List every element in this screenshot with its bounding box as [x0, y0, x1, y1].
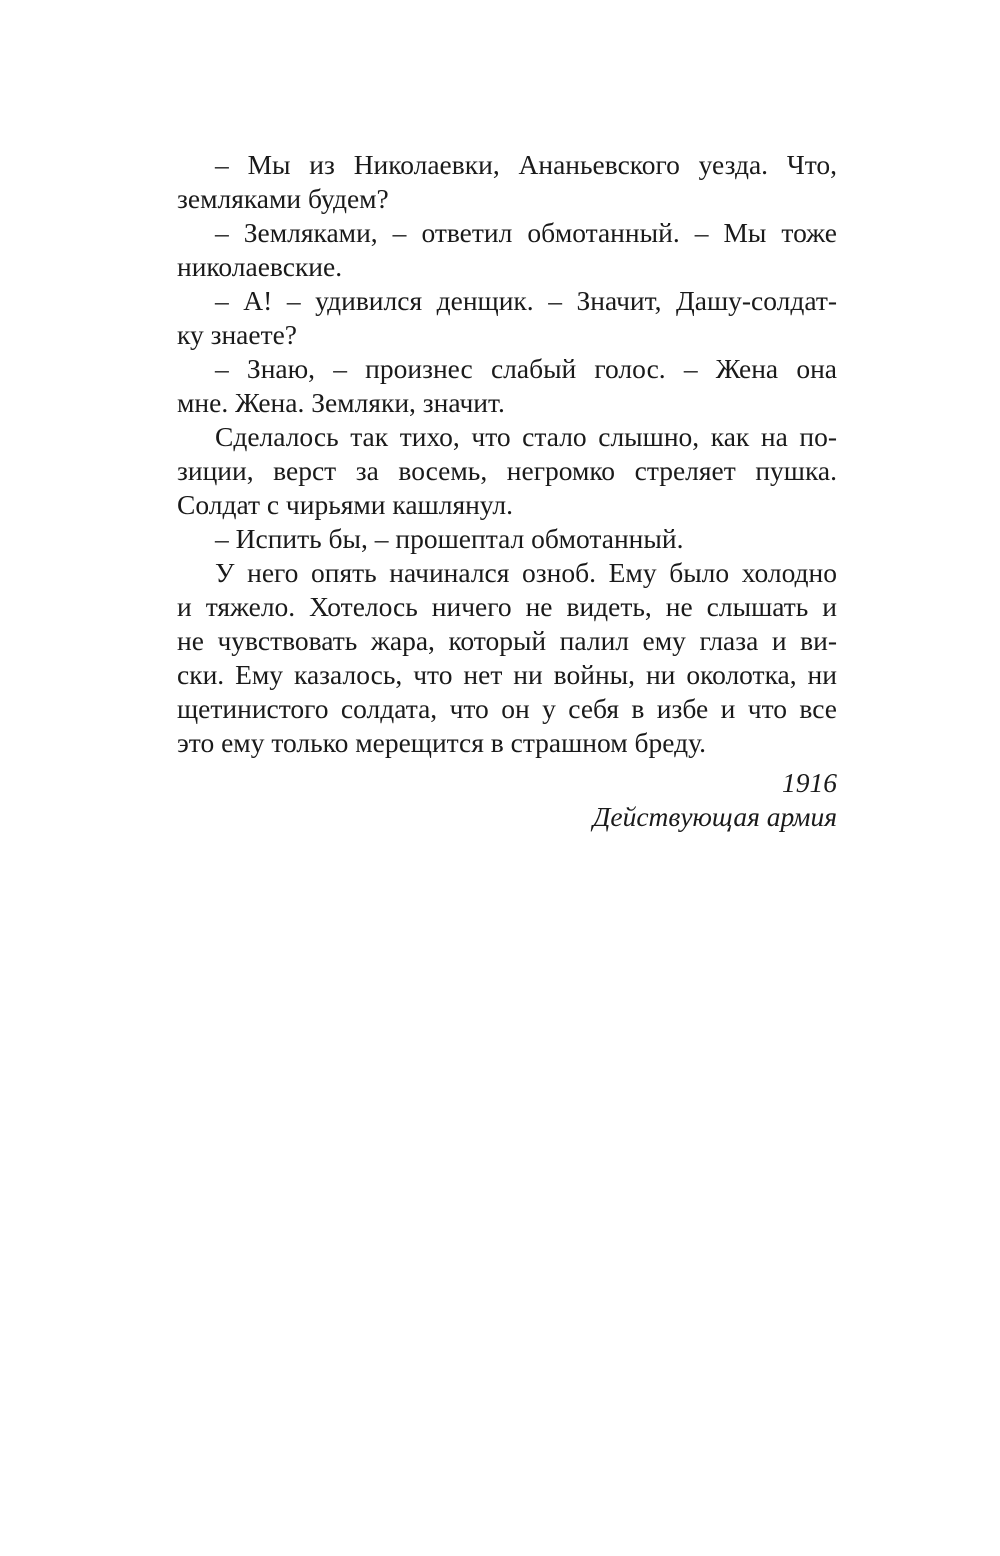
- paragraph: [177, 522, 837, 556]
- text-line: земляками будем?: [177, 183, 389, 214]
- paragraph: [177, 556, 837, 760]
- dateline: [177, 766, 837, 834]
- paragraph: [177, 420, 837, 522]
- text-line: и тяжело. Хотелось ничего не видеть, не слышать и: [177, 591, 837, 622]
- paragraph: [177, 148, 837, 216]
- text-line: – Мы из Николаевки, Ананьевского уезда. Что,: [215, 149, 837, 180]
- dateline-place: Действующая армия: [592, 801, 837, 832]
- paragraph: [177, 352, 837, 420]
- text-line: Солдат с чирьями кашлянул.: [177, 489, 513, 520]
- text-line: зиции, верст за восемь, негромко стреляет пушка.: [177, 455, 837, 486]
- paragraph: [177, 216, 837, 284]
- text-line: ку знаете?: [177, 319, 298, 350]
- paragraph: [177, 284, 837, 352]
- text-line: щетинистого солдата, что он у себя в избе и что все: [177, 693, 837, 724]
- text-line: – Испить бы, – прошептал обмотанный.: [215, 523, 684, 554]
- text-line: – Знаю, – произнес слабый голос. – Жена она: [215, 353, 837, 384]
- story-body: [177, 148, 837, 760]
- text-line: это ему только мерещится в страшном бреду.: [177, 727, 706, 758]
- text-line: николаевские.: [177, 251, 343, 282]
- page-text: [177, 148, 837, 834]
- text-line: не чувствовать жара, который палил ему глаза и ви-: [177, 625, 837, 656]
- text-line: – А! – удивился денщик. – Значит, Дашу-солдат-: [215, 285, 837, 316]
- text-line: – Земляками, – ответил обмотанный. – Мы тоже: [215, 217, 837, 248]
- text-line: ски. Ему казалось, что нет ни войны, ни околотка, ни: [177, 659, 837, 690]
- text-line: У него опять начинался озноб. Ему было холодно: [215, 557, 837, 588]
- dateline-year: 1916: [782, 767, 837, 798]
- text-line: Сделалось так тихо, что стало слышно, как на по-: [215, 421, 837, 452]
- text-line: мне. Жена. Земляки, значит.: [177, 387, 505, 418]
